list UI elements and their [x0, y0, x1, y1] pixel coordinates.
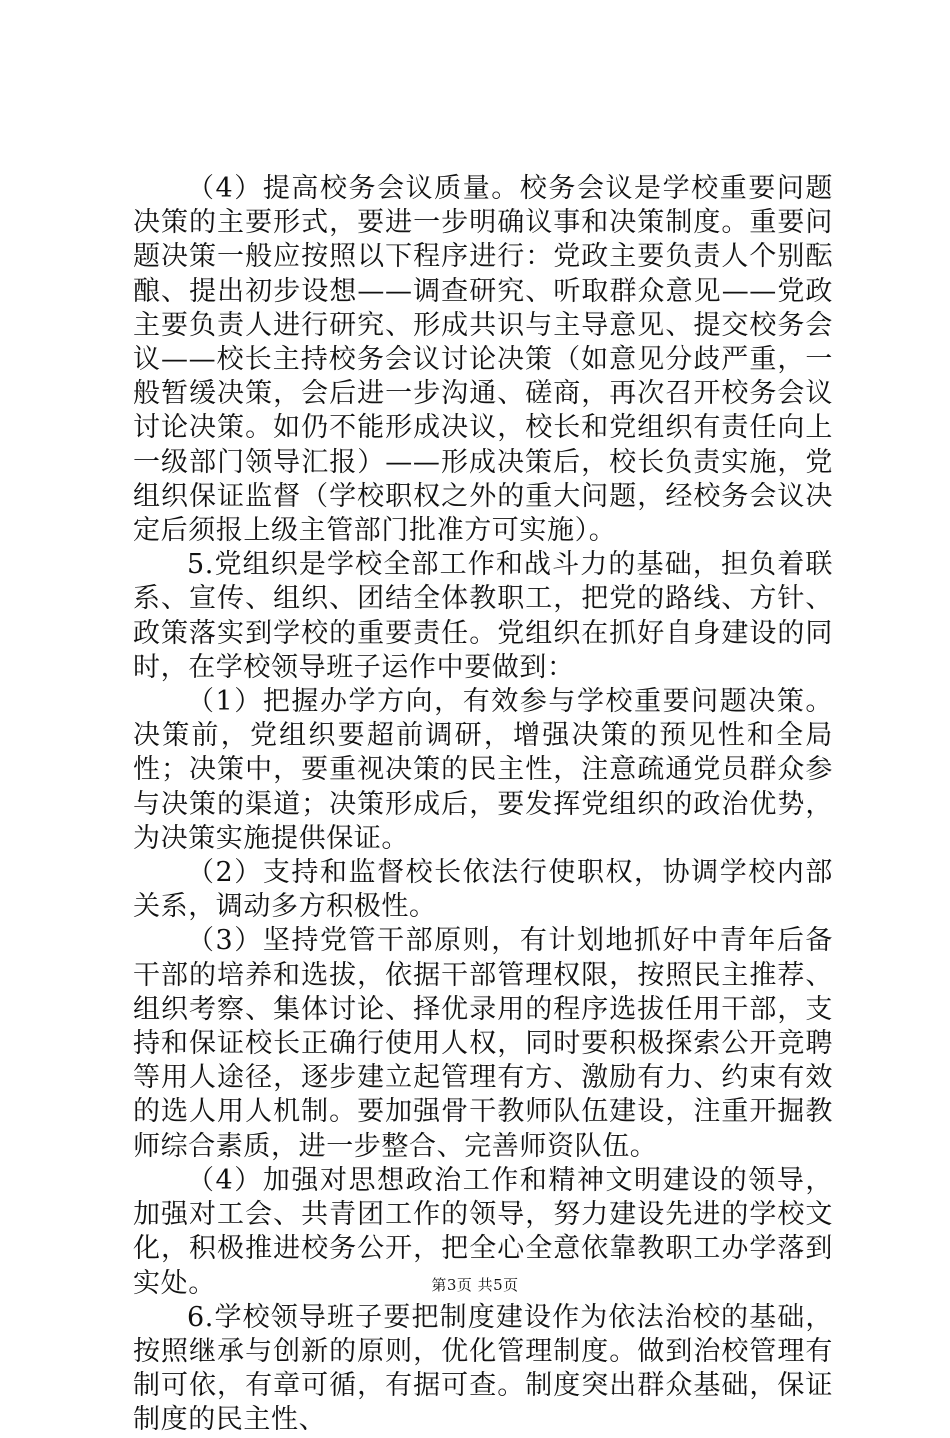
paragraph-4-meeting-quality: （4）提高校务会议质量。校务会议是学校重要问题决策的主要形式，要进一步明确议事和决策制度。重要问题决策一般应按照以下程序进行：党政主要负责人个别酝酿、提出初步设想——调查研究、听取群众意见——党政主要负责人进行研究、形成共识与主导意见、提交校务会议——校长主持校务会议讨论决策（如意见分歧严重，一般暂缓决策，会后进一步沟通、磋商，再次召开校务会议讨论决策。如仍不能形成决议，校长和党组织有责任向上一级部门领导汇报）——形成决策后，校长负责实施，党组织保证监督（学校职权之外的重大问题，经校务会议决定后须报上级主管部门批准方可实施）。	[133, 173, 833, 547]
paragraph-6-institutions: 6.学校领导班子要把制度建设作为依法治校的基础，按照继承与创新的原则，优化管理制度。做到治校管理有制可依，有章可循，有据可查。制度突出群众基础，保证制度的民主性、	[133, 1301, 833, 1436]
document-body	[133, 172, 833, 1438]
paragraph-5-4-leadership: （4）加强对思想政治工作和精神文明建设的领导，加强对工会、共青团工作的领导，努力建设先进的学校文化，积极推进校务公开，把全心全意依靠教职工办学落到实处。	[133, 1164, 833, 1299]
paragraph-5-3-cadres: （3）坚持党管干部原则，有计划地抓好中青年后备干部的培养和选拔，依据干部管理权限，按照民主推荐、组织考察、集体讨论、择优录用的程序选拔任用干部，支持和保证校长正确行使用人权，同时要积极探索公开竞聘等用人途径，逐步建立起管理有方、激励有力、约束有效的选人用人机制。要加强骨干教师队伍建设，注重开掘教师综合素质，进一步整合、完善师资队伍。	[133, 925, 833, 1162]
paragraph-5-1-direction: （1）把握办学方向，有效参与学校重要问题决策。决策前，党组织要超前调研，增强决策的预见性和全局性；决策中，要重视决策的民主性，注意疏通党员群众参与决策的渠道；决策形成后，要发挥党组织的政治优势，为决策实施提供保证。	[133, 686, 833, 854]
paragraph-5-2-support: （2）支持和监督校长依法行使职权，协调学校内部关系，调动多方积极性。	[133, 857, 833, 923]
paragraph-5-party-organization: 5.党组织是学校全部工作和战斗力的基础，担负着联系、宣传、组织、团结全体教职工，把党的路线、方针、政策落实到学校的重要责任。党组织在抓好自身建设的同时，在学校领导班子运作中要做到：	[133, 549, 833, 683]
page-number-footer: 第3页 共5页	[431, 1276, 519, 1294]
